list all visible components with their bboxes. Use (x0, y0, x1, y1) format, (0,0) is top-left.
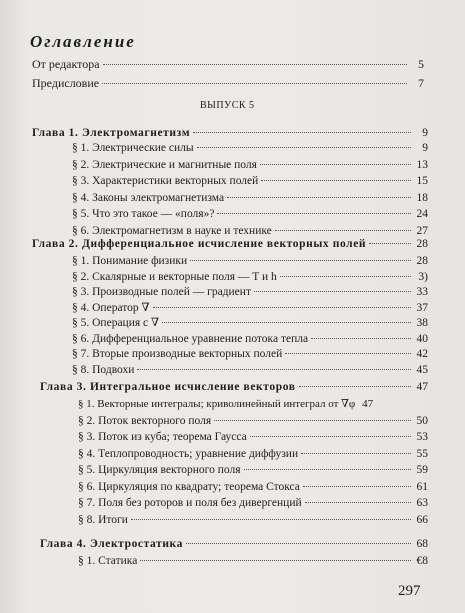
leader-dots (186, 543, 411, 544)
section-label: § 6. Дифференциальное уравнение потока тепла (72, 332, 309, 345)
leader-dots (250, 436, 411, 437)
toc-section[interactable] (78, 447, 428, 461)
toc-section[interactable] (72, 254, 428, 268)
leader-dots (244, 469, 411, 470)
leader-dots (285, 353, 411, 354)
section-page: 18 (416, 191, 428, 204)
chapter-page: 28 (416, 238, 428, 250)
section-page: 66 (416, 513, 428, 526)
entry-label: Предисловие (32, 76, 100, 90)
section-label: § 4. Законы электромагнетизма (72, 191, 225, 204)
section-label: § 1. Понимание физики (72, 255, 188, 267)
section-label: § 1. Статика (78, 555, 138, 567)
section-label: § 4. Теплопроводность; уравнение диффузии (78, 447, 299, 460)
toc-section[interactable] (72, 270, 428, 284)
toc-section[interactable] (72, 347, 428, 361)
section-page: 42 (416, 348, 428, 360)
section-label: § 4. Оператор ∇ (72, 301, 150, 314)
section-label: § 3. Характеристики векторных полей (72, 175, 259, 187)
toc-chapter-1[interactable] (32, 126, 428, 140)
section-label: § 1. Электрические силы (72, 142, 194, 154)
section-label: § 8. Итоги (78, 513, 128, 526)
leader-dots (137, 369, 411, 370)
leader-dots (254, 291, 411, 292)
section-label: § 6. Циркуляция по квадрату; теорема Стокса (78, 480, 300, 493)
leader-dots (299, 386, 411, 387)
entry-page: 5 (418, 57, 424, 71)
section-label: § 7. Вторые производные векторных полей (72, 348, 283, 360)
entry-label: От редактора (32, 57, 100, 71)
section-page: 50 (416, 414, 428, 427)
section-page: 61 (416, 480, 428, 493)
section-page: 40 (416, 332, 428, 345)
chapter-label: Глава 4. Электростатика (40, 538, 183, 550)
leader-dots (102, 83, 407, 84)
leader-dots (197, 147, 411, 148)
leader-dots (103, 64, 407, 65)
toc-section[interactable] (78, 496, 428, 510)
section-label: § 1. Векторные интегралы; криволинейный интеграл от ∇φ (78, 398, 356, 410)
toc-entry-preface[interactable] (32, 76, 424, 90)
leader-dots (311, 338, 411, 339)
section-page: 3) (418, 270, 428, 283)
section-page: 47 (362, 398, 374, 410)
leader-dots (153, 307, 411, 308)
page-number: 297 (398, 583, 421, 599)
toc-section[interactable] (78, 397, 428, 411)
leader-dots (193, 132, 411, 133)
toc-entry-editor[interactable] (32, 57, 424, 71)
section-label: § 3. Поток из куба; теорема Гаусса (78, 431, 247, 443)
toc-section[interactable] (72, 285, 428, 299)
section-page: 24 (416, 208, 428, 220)
leader-dots (217, 213, 411, 214)
leader-dots (140, 560, 411, 561)
toc-section[interactable] (78, 480, 428, 494)
toc-section[interactable] (72, 191, 428, 205)
toc-section[interactable] (72, 316, 428, 330)
section-label: § 5. Что это такое — «поля»? (72, 208, 215, 220)
toc-section[interactable] (72, 332, 428, 346)
section-page: 45 (416, 363, 428, 376)
section-page: 53 (416, 431, 428, 443)
toc-heading: Оглавление (30, 32, 136, 51)
section-page: 28 (416, 255, 428, 267)
chapter-label: Глава 2. Дифференциальное исчисление векторных полей (32, 238, 367, 250)
leader-dots (162, 322, 411, 323)
toc-section[interactable] (72, 158, 428, 172)
toc-chapter-3[interactable] (40, 380, 428, 394)
toc-section[interactable] (72, 224, 428, 238)
section-label: § 2. Поток векторного поля (78, 414, 212, 427)
chapter-page: 68 (416, 538, 428, 550)
leader-dots (190, 260, 411, 261)
section-label: § 2. Скалярные и векторные поля — T и h (72, 270, 277, 283)
leader-dots (131, 519, 411, 520)
toc-section[interactable] (78, 554, 428, 568)
section-label: § 7. Поля без роторов и поля без дивергенций (78, 497, 302, 509)
section-page: 59 (416, 464, 428, 476)
leader-dots (227, 197, 411, 198)
section-page: 15 (416, 175, 428, 187)
section-label: § 3. Производные полей — градиент (72, 286, 251, 298)
leader-dots (305, 502, 411, 503)
entry-page: 7 (418, 76, 424, 90)
chapter-label: Глава 3. Интегральное исчисление векторов (40, 381, 296, 393)
leader-dots (275, 230, 411, 231)
chapter-page: 47 (416, 381, 428, 393)
section-label: § 5. Операция с ∇ (72, 317, 160, 329)
toc-chapter-4[interactable] (40, 537, 428, 551)
toc-section[interactable] (78, 463, 428, 477)
section-page: 27 (416, 224, 428, 237)
section-page: 33 (416, 286, 428, 298)
section-page: 9 (422, 142, 428, 154)
section-label: § 8. Подвохи (72, 363, 135, 376)
toc-section[interactable] (78, 430, 428, 444)
toc-section[interactable] (78, 414, 428, 428)
chapter-page: 9 (422, 127, 428, 139)
section-label: § 6. Электромагнетизм в науке и технике (72, 224, 272, 237)
section-page: 55 (416, 447, 428, 460)
chapter-label: Глава 1. Электромагнетизм (32, 127, 191, 139)
toc-section[interactable] (72, 363, 428, 377)
toc-chapter-2[interactable] (32, 237, 428, 251)
section-label: § 5. Циркуляция векторного поля (78, 464, 241, 476)
leader-dots (261, 180, 411, 181)
toc-section[interactable] (72, 141, 428, 155)
section-page: €8 (416, 555, 428, 567)
section-page: 38 (416, 317, 428, 329)
issue-label: ВЫПУСК 5 (200, 100, 255, 111)
toc-section[interactable] (72, 207, 428, 221)
leader-dots (369, 243, 411, 244)
toc-section[interactable] (72, 174, 428, 188)
toc-section[interactable] (72, 301, 428, 315)
leader-dots (260, 164, 411, 165)
leader-dots (280, 276, 411, 277)
leader-dots (301, 453, 411, 454)
toc-section[interactable] (78, 513, 428, 527)
section-page: 37 (416, 301, 428, 314)
leader-dots (214, 420, 411, 421)
section-page: 63 (416, 497, 428, 509)
section-label: § 2. Электрические и магнитные поля (72, 158, 257, 171)
section-page: 13 (416, 158, 428, 171)
leader-dots (303, 486, 411, 487)
